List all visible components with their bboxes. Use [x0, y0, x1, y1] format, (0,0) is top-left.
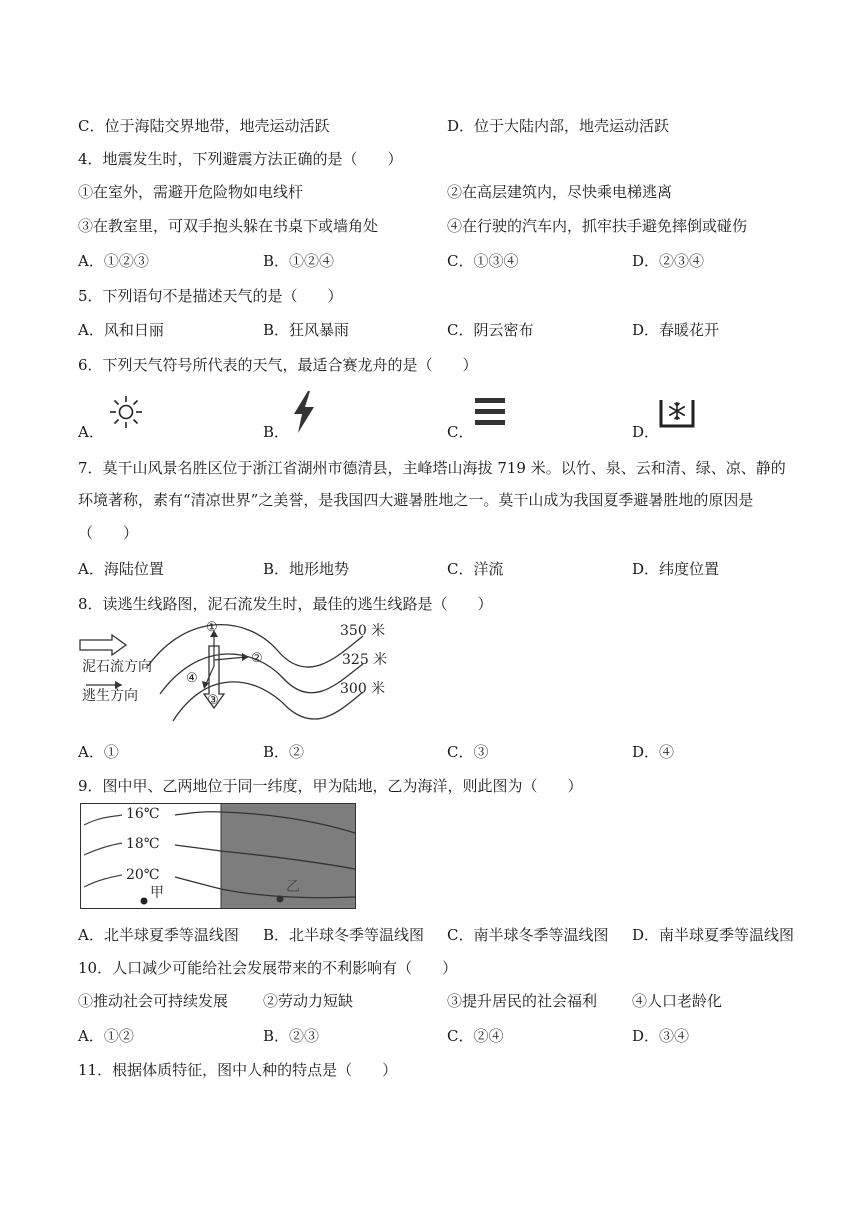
q7-option-d: D．纬度位置 [632, 560, 720, 578]
q5-stem: 5．下列语句不是描述天气的是（ ） [78, 287, 343, 305]
contour-label-300: 300 米 [340, 681, 386, 697]
q10-statement-1: ①推动社会可持续发展 [78, 992, 229, 1010]
q7-line-3: （ ） [78, 524, 139, 542]
q8-option-d: D．④ [632, 743, 675, 761]
label-jia: 甲 [150, 885, 164, 901]
q9-stem: 9．图中甲、乙两地位于同一纬度，甲为陆地，乙为海洋，则此图为（ ） [78, 777, 583, 795]
q4-option-c: C．①③④ [447, 252, 519, 270]
contour-label-350: 350 米 [340, 623, 386, 639]
q7-line-1: 7．莫干山风景名胜区位于浙江省湖州市德清县，主峰塔山海拔 719 米。以竹、泉、云和清、绿、凉、静的 [78, 459, 786, 477]
q6-stem: 6．下列天气符号所代表的天气，最适合赛龙舟的是（ ） [78, 356, 478, 374]
q4-option-b: B．①②④ [263, 252, 335, 270]
q6-option-a: A． [78, 423, 104, 441]
q8-stem: 8．读逃生线路图，泥石流发生时，最佳的逃生线路是（ ） [78, 595, 493, 613]
q4-statement-1: ①在室外，需避开危险物如电线杆 [78, 183, 304, 201]
q8-option-c: C．③ [447, 743, 489, 761]
q9-option-b: B．北半球冬季等温线图 [263, 926, 425, 944]
route-2: ② [251, 651, 263, 666]
legend-escape: 逃生方向 [82, 688, 138, 704]
isotherm-18: 18℃ [126, 836, 160, 852]
escape-route-map [78, 616, 408, 726]
route-4: ④ [186, 671, 198, 686]
route-3: ③ [207, 693, 219, 708]
q5-option-c: C．阴云密布 [447, 321, 534, 339]
snowflake-icon [659, 398, 695, 428]
q5-option-b: B．狂风暴雨 [263, 321, 350, 339]
q11-stem: 11．根据体质特征，图中人种的特点是（ ） [78, 1061, 398, 1079]
q4-option-a: A．①②③ [78, 252, 149, 270]
isotherm-map [80, 803, 356, 909]
q9-option-a: A．北半球夏季等温线图 [78, 926, 239, 944]
q4-stem: 4．地震发生时，下列避震方法正确的是（ ） [78, 150, 403, 168]
q4-statement-3: ③在教室里，可双手抱头躲在书桌下或墙角处 [78, 217, 379, 235]
route-1: ① [206, 620, 218, 635]
fog-icon [474, 396, 506, 428]
q6-option-c: C． [447, 423, 474, 441]
q5-option-d: D．春暖花开 [632, 321, 720, 339]
legend-mudflow: 泥石流方向 [82, 659, 152, 675]
q7-line-2: 环境著称，素有“清凉世界”之美誉，是我国四大避暑胜地之一。莫干山成为我国夏季避暑胜地的原因是 [78, 491, 754, 509]
q8-option-a: A．① [78, 743, 119, 761]
contour-label-325: 325 米 [342, 652, 388, 668]
point-yi [277, 896, 284, 903]
q10-stem: 10．人口减少可能给社会发展带来的不利影响有（ ） [78, 959, 458, 977]
q10-statement-3: ③提升居民的社会福利 [447, 992, 598, 1010]
q4-statement-4: ④在行驶的汽车内，抓牢扶手避免摔倒或碰伤 [447, 217, 748, 235]
q9-option-c: C．南半球冬季等温线图 [447, 926, 609, 944]
q8-option-b: B．② [263, 743, 305, 761]
label-yi: 乙 [286, 879, 300, 895]
q6-option-d: D． [632, 423, 660, 441]
q10-option-c: C．②④ [447, 1027, 504, 1045]
q4-option-d: D．②③④ [632, 252, 705, 270]
q5-option-a: A．风和日丽 [78, 321, 164, 339]
q10-statement-2: ②劳动力短缺 [263, 992, 354, 1010]
q9-option-d: D．南半球夏季等温线图 [632, 926, 795, 944]
lightning-icon [288, 390, 320, 434]
isotherm-16: 16℃ [126, 806, 160, 822]
q7-option-c: C．洋流 [447, 560, 504, 578]
q10-option-b: B．②③ [263, 1027, 320, 1045]
q4-statement-2: ②在高层建筑内，尽快乘电梯逃离 [447, 183, 673, 201]
q10-option-d: D．③④ [632, 1027, 690, 1045]
q3-option-c: C．位于海陆交界地带，地壳运动活跃 [78, 117, 330, 135]
q7-option-a: A．海陆位置 [78, 560, 164, 578]
sun-icon [108, 394, 144, 430]
isotherm-20: 20℃ [126, 867, 160, 883]
q7-option-b: B．地形地势 [263, 560, 350, 578]
q3-option-d: D．位于大陆内部，地壳运动活跃 [447, 117, 670, 135]
q6-option-b: B． [263, 423, 290, 441]
q10-statement-4: ④人口老龄化 [632, 992, 723, 1010]
q10-option-a: A．①② [78, 1027, 134, 1045]
point-jia [141, 898, 148, 905]
